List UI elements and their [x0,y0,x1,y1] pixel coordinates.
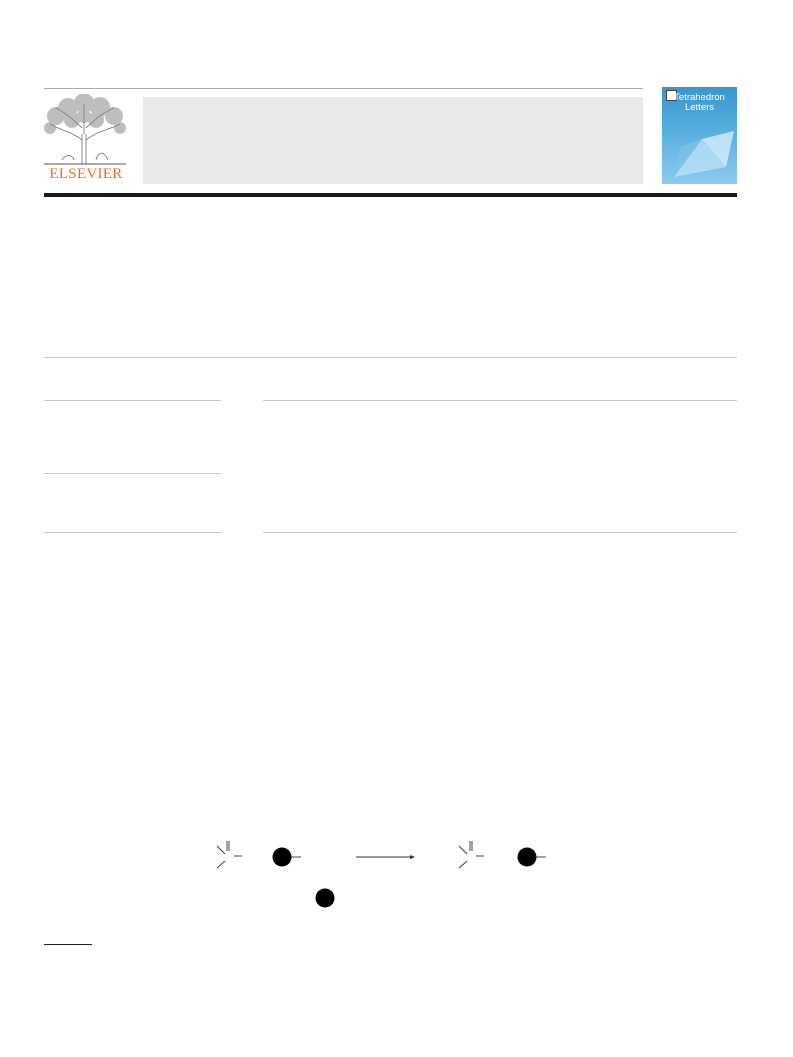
footnote-rule [44,944,92,945]
title-block-rule [44,357,737,358]
abstract-bottom-rule [263,532,737,533]
reagent-sphere-icon [316,889,335,908]
header-top-rule [44,88,643,89]
journal-header-box [143,97,643,184]
header-thick-rule [44,193,737,197]
article-info-bottom-rule [44,532,221,533]
cover-prism-graphic [662,117,737,184]
product-structure [459,841,484,868]
abstract-top-rule [263,400,737,401]
cover-title-line2: Letters [684,102,715,113]
reactant-sphere-icon [273,848,292,867]
cover-title-line1: Tetrahedron [674,92,725,103]
journal-cover [662,87,737,184]
article-info-mid-rule [44,473,221,474]
elsevier-logo [42,94,128,186]
product-sphere-icon [518,848,537,867]
reaction-scheme [200,835,580,915]
reaction-arrow-icon [356,855,415,859]
elsevier-wordmark: ELSEVIER [49,166,123,182]
reactant-structure [217,841,242,868]
elsevier-tree-icon [42,94,128,166]
article-info-top-rule [44,400,221,401]
cover-title [662,93,737,113]
